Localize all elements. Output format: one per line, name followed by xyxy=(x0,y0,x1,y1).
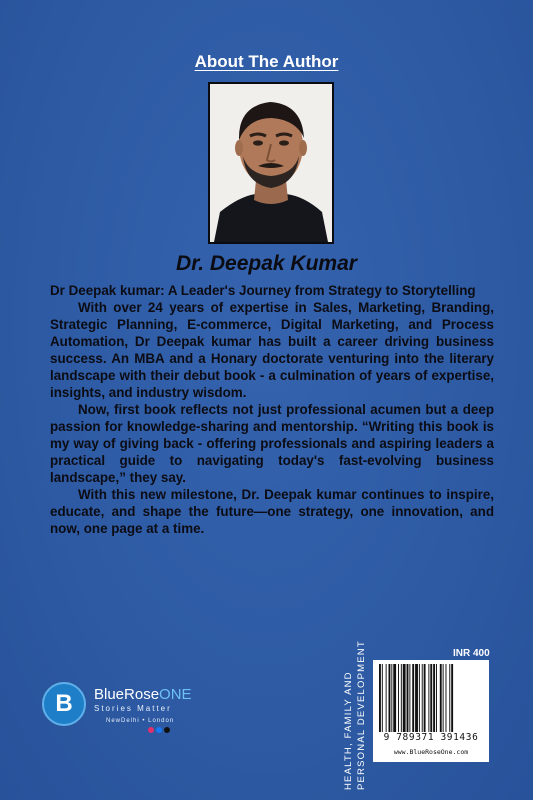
social-icons xyxy=(148,727,170,733)
barcode-bar xyxy=(443,664,444,732)
barcode-bar xyxy=(430,664,432,732)
barcode-bar xyxy=(382,664,383,732)
section-heading: About The Author xyxy=(194,52,339,71)
barcode-bar xyxy=(403,664,406,732)
barcode-bar xyxy=(433,664,435,732)
barcode-bar xyxy=(449,664,450,732)
barcode-bar xyxy=(409,664,410,732)
barcode-bar xyxy=(401,664,402,732)
publisher-name-one: ONE xyxy=(159,686,192,703)
barcode-bar xyxy=(391,664,392,732)
author-photo xyxy=(208,82,334,244)
barcode-bar xyxy=(398,664,399,732)
instagram-icon xyxy=(148,727,154,733)
author-biography xyxy=(50,282,494,537)
facebook-icon xyxy=(156,727,162,733)
publisher-website: www.BlueRoseOne.com xyxy=(393,748,469,756)
barcode-bar xyxy=(428,664,429,732)
barcode-bar xyxy=(393,664,396,732)
genre-line: PERSONAL DEVELOPMENT xyxy=(356,640,367,790)
bio-paragraph: With this new milestone, Dr. Deepak kumar continues to inspire, educate, and shape the future—one strategy, one innovation, and now, one page at a time. xyxy=(50,487,494,536)
barcode-bars xyxy=(379,664,483,732)
barcode-bar xyxy=(419,664,420,732)
barcode-bar xyxy=(440,664,442,732)
x-icon xyxy=(164,727,170,733)
genre-line: HEALTH, FAMILY AND xyxy=(343,671,354,790)
barcode-bar xyxy=(407,664,409,732)
price-label: INR 400 xyxy=(453,648,490,659)
author-name: Dr. Deepak Kumar xyxy=(176,252,357,275)
isbn-number: 9 789371 391436 xyxy=(383,732,479,743)
barcode-bar xyxy=(424,664,426,732)
genre-label xyxy=(342,620,368,790)
publisher-tagline: Stories Matter xyxy=(94,704,172,713)
barcode-bar xyxy=(386,664,387,732)
publisher-name xyxy=(94,686,192,703)
bio-paragraph: Now, first book reflects not just professional acumen but a deep passion for knowledge-sharing and mentorship. “Writing this book is my way of giving back - offering professionals and aspiring leaders a practical guide to navigating today's fast-evolving business landscape,” they say. xyxy=(50,402,494,485)
barcode-bar xyxy=(436,664,437,732)
author-portrait xyxy=(210,84,332,242)
publisher-name-main: BlueRose xyxy=(94,686,160,703)
publisher-locations: NewDelhi • London xyxy=(106,718,175,724)
barcode-bar xyxy=(379,664,381,732)
bio-paragraph: With over 24 years of expertise in Sales, Marketing, Branding, Strategic Planning, E-commerce, Digital Marketing, and Process Automation, Dr Deepak kumar has built a career driving business success. An MBA and a Honary doctorate venturing into the literary landscape with their debut book - a culmination of years of expertise, insights, and industry wisdom. xyxy=(50,300,494,400)
barcode-bar xyxy=(415,664,418,732)
bluerose-logo-icon: B xyxy=(42,682,86,726)
barcode-bar xyxy=(389,664,391,732)
bio-paragraph: Dr Deepak kumar: A Leader's Journey from Strategy to Storytelling xyxy=(50,283,476,298)
barcode-bar xyxy=(451,664,453,732)
barcode-bar xyxy=(446,664,447,732)
barcode-bar xyxy=(412,664,414,732)
isbn-barcode xyxy=(373,660,489,762)
publisher-block xyxy=(42,682,242,742)
barcode-bar xyxy=(422,664,423,732)
